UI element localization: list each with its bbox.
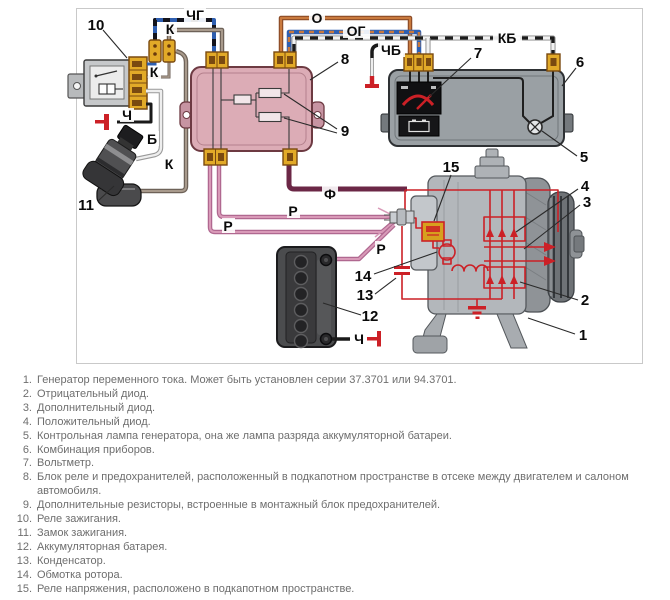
callout-12: 12 [361, 308, 379, 325]
wire-label-kb: КБ [497, 30, 517, 46]
callout-7: 7 [473, 45, 483, 62]
legend-item [6, 388, 656, 402]
legend-item-text: Генератор переменного тока. Может быть установлен серии 37.3701 или 94.3701. [37, 374, 457, 386]
callout-6: 6 [575, 54, 585, 71]
callout-1: 1 [578, 327, 588, 344]
legend-item-number: 8. [22, 471, 32, 484]
legend-item-text: Комбинация приборов. [37, 443, 155, 456]
legend-item-number: 2. [22, 387, 32, 400]
legend-item-number: 9. [22, 499, 32, 512]
legend-item-number: 4. [22, 415, 32, 428]
callout-8: 8 [340, 51, 350, 68]
extra-resistor-2 [259, 113, 281, 122]
wire-label-r1: Р [288, 203, 298, 219]
legend-item [6, 457, 656, 471]
extra-resistor-1 [259, 89, 281, 98]
charge-warning-lamp [528, 120, 542, 134]
voltage-regulator [422, 222, 444, 241]
wire-label-k-top: К [165, 21, 175, 37]
legend-item-number: 6. [22, 443, 32, 456]
legend-item-text: Реле зажигания. [37, 513, 121, 526]
callout-2: 2 [580, 292, 590, 309]
legend-item-text: Обмотка ротора. [37, 568, 123, 581]
callout-15: 15 [442, 159, 460, 176]
legend-item-number: 15. [16, 582, 32, 595]
wire-label-r3: Р [376, 241, 386, 257]
voltmeter [397, 82, 441, 136]
instrument-cluster [381, 70, 573, 146]
legend-item [6, 444, 656, 458]
callout-4: 4 [580, 178, 590, 195]
legend-item [6, 416, 656, 430]
legend-item-text: Аккумуляторная батарея. [37, 540, 168, 553]
legend-item-number: 1. [22, 374, 32, 386]
legend [6, 374, 656, 597]
wire-label-k-relay: К [149, 64, 159, 80]
legend-item [6, 499, 656, 513]
legend-item-number: 12. [16, 540, 32, 553]
legend-item-number: 11. [17, 526, 32, 539]
callout-13: 13 [356, 287, 374, 304]
legend-item-number: 3. [22, 401, 32, 414]
legend-item-number: 13. [16, 554, 32, 567]
legend-item-text: Дополнительный диод. [37, 401, 156, 414]
legend-item-number: 10. [16, 513, 32, 526]
legend-item-number: 7. [22, 457, 32, 470]
legend-item [6, 541, 656, 555]
callout-14: 14 [354, 268, 372, 285]
legend-item [6, 569, 656, 583]
legend-item-text: Реле напряжения, расположено в подкапотном пространстве. [37, 582, 355, 595]
callout-3: 3 [582, 194, 592, 211]
legend-item-text: Отрицательный диод. [37, 387, 149, 400]
legend-item-text: Блок реле и предохранителей, расположенный в подкапотном пространстве в отсеке между двигателем и салоном автомобиля. [37, 471, 629, 498]
legend-item-text: Контрольная лампа генератора, она же лампа разряда аккумуляторной батареи. [37, 429, 452, 442]
legend-item [6, 430, 656, 444]
legend-item [6, 402, 656, 416]
legend-item [6, 527, 656, 541]
legend-item-number: 14. [16, 568, 32, 581]
legend-item [6, 513, 656, 527]
wire-label-k-switch: К [164, 156, 174, 172]
legend-item [6, 583, 656, 597]
legend-item [6, 555, 656, 569]
wire-label-o: О [311, 10, 323, 26]
legend-item-text: Дополнительные резисторы, встроенные в монтажный блок предохранителей. [37, 499, 441, 512]
legend-item [6, 471, 656, 499]
legend-item-text: Конденсатор. [37, 554, 106, 567]
wire-label-ch-battery: Ч [354, 331, 364, 347]
callout-9: 9 [340, 123, 350, 140]
wire-label-chb: ЧБ [381, 42, 401, 58]
legend-item-text: Положительный диод. [37, 415, 151, 428]
callout-5: 5 [579, 149, 589, 166]
legend-item-number: 5. [22, 429, 32, 442]
wire-label-ch-relay: Ч [122, 107, 132, 123]
wire-label-b: Б [146, 131, 158, 147]
callout-10: 10 [87, 17, 105, 34]
resistor [234, 95, 251, 104]
wire-label-r2: Р [223, 218, 233, 234]
fuse-relay-block [180, 67, 324, 151]
wire-label-og: ОГ [346, 23, 366, 39]
wire-label-f: Ф [324, 186, 336, 202]
legend-item-text: Замок зажигания. [37, 526, 128, 539]
legend-item [6, 374, 656, 388]
legend-item-text: Вольтметр. [37, 457, 95, 470]
wire-label-chg: ЧГ [186, 7, 204, 23]
callout-11: 11 [78, 197, 94, 214]
